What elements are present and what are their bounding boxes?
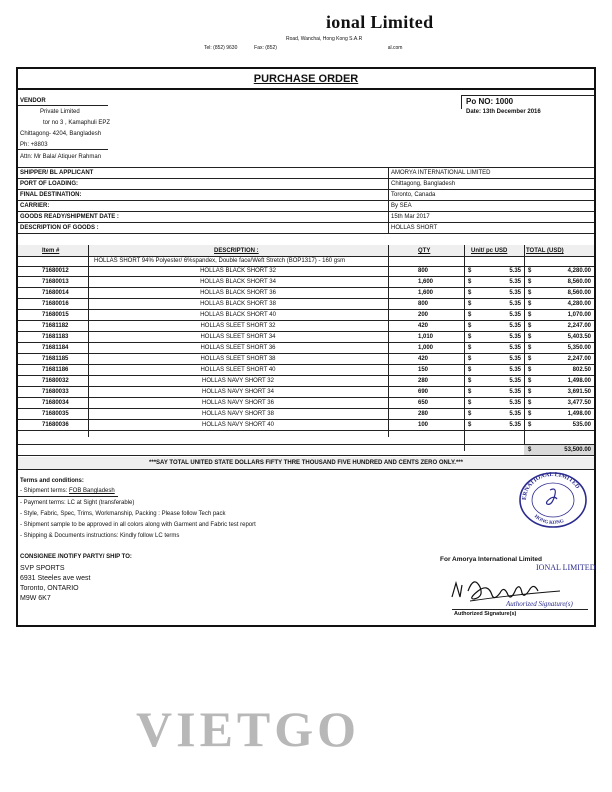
item-total: 2,247.00 bbox=[567, 323, 591, 329]
item-total: 8,560.00 bbox=[567, 290, 591, 296]
shipping-value: By SEA bbox=[391, 203, 412, 209]
company-name: ional Limited bbox=[326, 12, 434, 32]
unit-currency: $ bbox=[468, 290, 472, 296]
unit-currency: $ bbox=[468, 345, 472, 351]
vendor-line-5: Attn: Mr Bala/ Atiquer Rahman bbox=[20, 154, 102, 160]
item-description: HOLLAS NAVY SHORT 36 bbox=[202, 400, 274, 406]
svg-text:ERNATIONAL LIMITED: ERNATIONAL LIMITED bbox=[521, 471, 581, 501]
unit-currency: $ bbox=[468, 411, 472, 417]
item-total: 1,498.00 bbox=[567, 411, 591, 417]
item-description: HOLLAS SLEET SHORT 38 bbox=[200, 356, 276, 362]
unit-currency: $ bbox=[468, 301, 472, 307]
item-total: 4,280.00 bbox=[567, 268, 591, 274]
unit-currency: $ bbox=[468, 334, 472, 340]
company-contact bbox=[204, 45, 402, 51]
total-currency: $ bbox=[528, 356, 532, 362]
item-unit-price: 5.35 bbox=[509, 422, 521, 428]
consignee-line: Toronto, ONTARIO bbox=[20, 585, 79, 592]
company-address: Road, Wanchai, Hong Kong S.A.R bbox=[286, 36, 363, 42]
total-currency: $ bbox=[528, 345, 532, 351]
item-total: 8,560.00 bbox=[567, 279, 591, 285]
total-currency: $ bbox=[528, 279, 532, 285]
shipping-label: CARRIER: bbox=[20, 203, 50, 209]
total-currency: $ bbox=[528, 400, 532, 406]
col-header-description: DESCRIPTION : bbox=[214, 248, 259, 254]
total-currency: $ bbox=[528, 290, 532, 296]
item-description: HOLLAS NAVY SHORT 34 bbox=[202, 389, 274, 395]
total-currency: $ bbox=[528, 268, 532, 274]
email: al.com bbox=[387, 45, 403, 51]
item-description: HOLLAS BLACK SHORT 40 bbox=[200, 312, 276, 318]
unit-currency: $ bbox=[468, 268, 472, 274]
authorized-script: Authorized Signature(s) bbox=[506, 600, 573, 608]
item-description: HOLLAS BLACK SHORT 34 bbox=[200, 279, 276, 285]
item-number: 71681182 bbox=[42, 323, 69, 329]
item-unit-price: 5.35 bbox=[509, 268, 521, 274]
amount-in-words: ***SAY TOTAL UNITED STATE DOLLARS FIFTY THRE THOUSAND FIVE HUNDRED AND CENTS ZERO ONLY.*** bbox=[149, 460, 463, 466]
shipping-value: 15th Mar 2017 bbox=[391, 214, 430, 220]
vendor-line-2: tor no 3 , Kamaphuli EPZ bbox=[43, 120, 111, 126]
unit-currency: $ bbox=[468, 400, 472, 406]
vendor-line-4: Ph: +8803 bbox=[20, 142, 48, 148]
item-qty: 800 bbox=[418, 268, 429, 274]
item-qty: 690 bbox=[418, 389, 429, 395]
item-description: HOLLAS BLACK SHORT 32 bbox=[200, 268, 276, 274]
vendor-line-3: Chittagong- 4204, Bangladesh bbox=[20, 131, 102, 137]
item-number: 71680015 bbox=[42, 312, 69, 318]
company-seal-icon bbox=[514, 470, 592, 528]
item-total: 4,280.00 bbox=[567, 301, 591, 307]
item-qty: 100 bbox=[418, 422, 429, 428]
item-number: 71680032 bbox=[42, 378, 69, 384]
shipping-label: GOODS READY/SHIPMENT DATE : bbox=[20, 214, 119, 220]
item-total: 5,350.00 bbox=[567, 345, 591, 351]
item-total: 5,403.50 bbox=[567, 334, 591, 340]
shipping-value: HOLLAS SHORT bbox=[391, 225, 438, 231]
item-description: HOLLAS SLEET SHORT 36 bbox=[200, 345, 276, 351]
item-qty: 1,010 bbox=[418, 334, 434, 340]
total-currency: $ bbox=[528, 334, 532, 340]
total-currency: $ bbox=[528, 367, 532, 373]
shipping-value: Toronto, Canada bbox=[391, 192, 436, 198]
item-description: HOLLAS BLACK SHORT 38 bbox=[200, 301, 276, 307]
vendor-line-1: Private Limited bbox=[40, 109, 80, 115]
item-number: 71680016 bbox=[42, 301, 69, 307]
consignee-title: CONSIGNEE /NOTIFY PARTY/ SHIP TO: bbox=[20, 554, 132, 560]
po-date: Date: 13th December 2016 bbox=[466, 109, 541, 115]
tel: Tel: (852) 9630 bbox=[204, 45, 238, 51]
item-unit-price: 5.35 bbox=[509, 367, 521, 373]
unit-currency: $ bbox=[468, 279, 472, 285]
item-unit-price: 5.35 bbox=[509, 389, 521, 395]
unit-currency: $ bbox=[468, 323, 472, 329]
item-unit-price: 5.35 bbox=[509, 323, 521, 329]
item-description: HOLLAS NAVY SHORT 38 bbox=[202, 411, 274, 417]
col-header-unit: Unit/ pc USD bbox=[471, 248, 508, 254]
item-number: 71680035 bbox=[42, 411, 69, 417]
item-unit-price: 5.35 bbox=[509, 334, 521, 340]
item-qty: 280 bbox=[418, 411, 429, 417]
signature-block bbox=[440, 556, 596, 617]
item-description: HOLLAS NAVY SHORT 32 bbox=[202, 378, 274, 384]
total-currency: $ bbox=[528, 422, 532, 428]
shipping-label: SHIPPER/ BL APPLICANT bbox=[20, 170, 94, 176]
item-number: 71680036 bbox=[42, 422, 69, 428]
item-description: HOLLAS SLEET SHORT 32 bbox=[200, 323, 276, 329]
consignee-line: M9W 6K7 bbox=[20, 595, 51, 602]
item-qty: 1,000 bbox=[418, 345, 434, 351]
item-number: 71680033 bbox=[42, 389, 69, 395]
page-title: PURCHASE ORDER bbox=[253, 73, 359, 85]
total-currency: $ bbox=[528, 323, 532, 329]
item-number: 71680013 bbox=[42, 279, 69, 285]
item-total: 802.50 bbox=[572, 367, 591, 373]
item-description: HOLLAS NAVY SHORT 40 bbox=[202, 422, 274, 428]
authorized-label: Authorized Signature(s) bbox=[454, 611, 517, 617]
item-description: HOLLAS BLACK SHORT 36 bbox=[200, 290, 276, 296]
item-unit-price: 5.35 bbox=[509, 312, 521, 318]
shipping-value: Chittagong, Bangladesh bbox=[391, 181, 456, 187]
item-qty: 800 bbox=[418, 301, 429, 307]
item-unit-price: 5.35 bbox=[509, 411, 521, 417]
signature-for-line: For Amorya International Limited bbox=[440, 556, 542, 563]
total-currency: $ bbox=[528, 411, 532, 417]
unit-currency: $ bbox=[468, 422, 472, 428]
item-qty: 420 bbox=[418, 356, 429, 362]
shipping-value: AMORYA INTERNATIONAL LIMITED bbox=[391, 170, 491, 176]
item-unit-price: 5.35 bbox=[509, 279, 521, 285]
col-header-total: TOTAL (USD) bbox=[526, 248, 564, 254]
svg-text:HONG KONG: HONG KONG bbox=[532, 514, 565, 527]
item-qty: 150 bbox=[418, 367, 429, 373]
total-currency: $ bbox=[528, 301, 532, 307]
vendor-label: VENDOR bbox=[20, 98, 46, 104]
item-qty: 650 bbox=[418, 400, 429, 406]
item-qty: 280 bbox=[418, 378, 429, 384]
item-qty: 1,600 bbox=[418, 290, 434, 296]
shipping-label: DESCRIPTION OF GOODS : bbox=[20, 225, 99, 231]
col-header-item: Item # bbox=[42, 248, 60, 254]
unit-currency: $ bbox=[468, 312, 472, 318]
item-total: 3,691.50 bbox=[567, 389, 591, 395]
item-unit-price: 5.35 bbox=[509, 400, 521, 406]
total-currency: $ bbox=[528, 389, 532, 395]
unit-currency: $ bbox=[468, 367, 472, 373]
unit-currency: $ bbox=[468, 356, 472, 362]
term-item: - Shipment sample to be approved in all colors along with Garment and Fabric test report bbox=[20, 522, 256, 528]
item-number: 71681185 bbox=[42, 356, 69, 362]
item-unit-price: 5.35 bbox=[509, 290, 521, 296]
item-qty: 200 bbox=[418, 312, 429, 318]
item-number: 71681186 bbox=[42, 367, 69, 373]
item-number: 71680034 bbox=[42, 400, 69, 406]
item-unit-price: 5.35 bbox=[509, 345, 521, 351]
item-number: 71681184 bbox=[42, 345, 69, 351]
total-currency: $ bbox=[528, 378, 532, 384]
letterhead bbox=[0, 0, 612, 62]
item-number: 71680012 bbox=[42, 268, 69, 274]
item-description: HOLLAS SLEET SHORT 40 bbox=[200, 367, 276, 373]
item-total: 1,498.00 bbox=[567, 378, 591, 384]
fax: Fax: (852) bbox=[254, 45, 277, 51]
unit-currency: $ bbox=[468, 378, 472, 384]
total-currency: $ bbox=[528, 312, 532, 318]
item-unit-price: 5.35 bbox=[509, 356, 521, 362]
item-number: 71680014 bbox=[42, 290, 69, 296]
col-header-qty: QTY bbox=[418, 248, 431, 254]
term-item: - Shipping & Documents instructions: Kindly follow LC terms bbox=[20, 533, 180, 539]
item-number: 71681183 bbox=[42, 334, 69, 340]
stamp-company: IONAL LIMITED bbox=[536, 563, 596, 572]
grand-total-currency: $ bbox=[528, 447, 532, 453]
grand-total: 53,500.00 bbox=[564, 447, 591, 453]
term-item: - Style, Fabric, Spec, Trims, Workmanship, Packing : Please follow Tech pack bbox=[20, 511, 226, 517]
item-unit-price: 5.35 bbox=[509, 301, 521, 307]
item-total: 2,247.00 bbox=[567, 356, 591, 362]
shipping-label: PORT OF LOADING: bbox=[20, 181, 78, 187]
item-qty: 1,600 bbox=[418, 279, 434, 285]
item-total: 535.00 bbox=[572, 422, 591, 428]
item-description: HOLLAS SLEET SHORT 34 bbox=[200, 334, 276, 340]
item-total: 1,070.00 bbox=[567, 312, 591, 318]
consignee-line: 6931 Steeles ave west bbox=[20, 575, 91, 582]
purchase-order-frame bbox=[16, 67, 596, 627]
consignee-line: SVP SPORTS bbox=[20, 565, 65, 572]
watermark: VIETGO bbox=[136, 701, 361, 757]
item-total: 3,477.50 bbox=[567, 400, 591, 406]
item-qty: 420 bbox=[418, 323, 429, 329]
fabric-note: HOLLAS SHORT 94% Polyester/ 6%spandex, Double face/Weft Stretch (BOP1317) - 160 gsm bbox=[94, 258, 346, 264]
term-shipment: - Shipment terms: FOB Bangladesh bbox=[20, 488, 115, 494]
item-unit-price: 5.35 bbox=[509, 378, 521, 384]
po-number: Po NO: 1000 bbox=[466, 97, 514, 106]
terms-title: Terms and conditions: bbox=[20, 478, 84, 484]
unit-currency: $ bbox=[468, 389, 472, 395]
shipping-label: FINAL DESTINATION: bbox=[20, 192, 82, 198]
term-item: - Payment terms: LC at Sight (transferable) bbox=[20, 500, 135, 506]
